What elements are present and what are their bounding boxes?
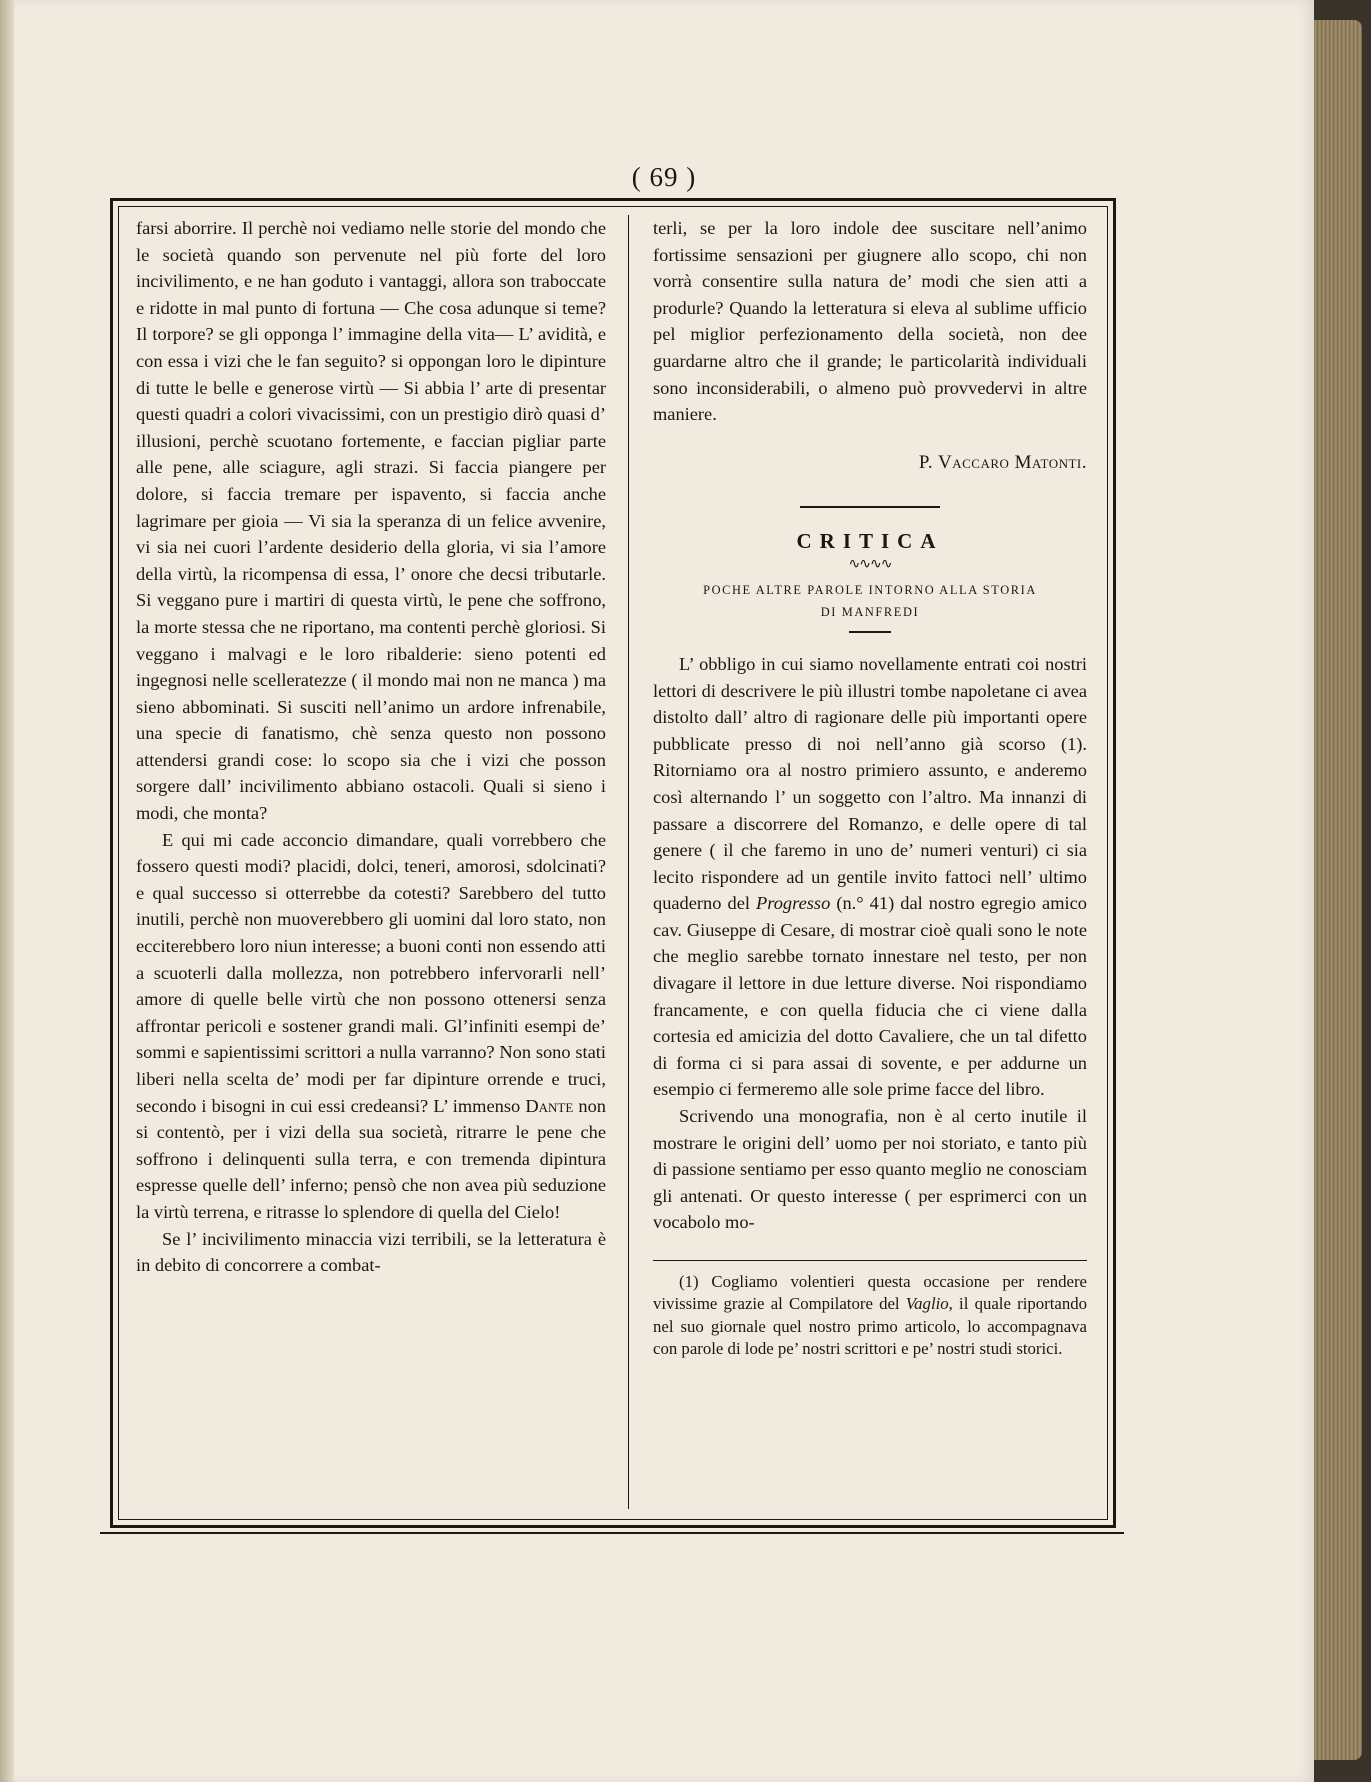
left-column xyxy=(136,215,606,1279)
page-number: ( 69 ) xyxy=(631,162,697,192)
dante-name: Dante xyxy=(525,1095,574,1116)
article-subtitle-line-1: POCHE ALTRE PAROLE INTORNO ALLA STORIA xyxy=(703,582,1037,597)
page xyxy=(14,0,1314,1782)
right-paragraph-1-text-a: L’ obbligo in cui siamo novellamente entrati coi nostri lettori di descrivere le più illustri tombe napoletane ci avea distolto dall’ altro di ragionare delle più importanti opere pubblicate presso di noi nell’anno già scorso (1). Ritorniamo ora al nostro primiero assunto, e anderemo così alternando l’ un soggetto con l’altro. Ma innanzi di passare a discorrere del Romanzo, e delle opere di tal genere ( il che faremo in uno de’ numeri venturi) ci sia lecito rispondere ad un gentile invito fattoci nell’ ultimo quaderno del xyxy=(653,653,1087,914)
author-signature: P. Vaccaro Matonti. xyxy=(918,451,1087,473)
left-paragraph-3: Se l’ incivilimento minaccia vizi terribili, se la letteratura è in debito di concorrere a combat- xyxy=(136,1228,606,1276)
journal-name-vaglio: Vaglio xyxy=(905,1294,949,1314)
footnote-rule xyxy=(653,1260,1087,1261)
wave-ornament-icon: ∿∿∿∿ xyxy=(848,556,892,572)
right-column xyxy=(653,215,1087,1361)
footnote-text-b: , il quale riportando nel suo giornale quel nostro primo articolo, lo accompagnava con parole di lode pe’ nostri scrittori e pe’ nostri studi storici. xyxy=(653,1294,1088,1359)
right-paragraph-1 xyxy=(653,651,1087,1103)
previous-page-edge xyxy=(0,0,14,1782)
journal-name-progresso: Progresso xyxy=(756,893,831,914)
right-intro-paragraph: terli, se per la loro indole dee suscitare nell’animo fortissime sensazioni per giugnere allo scopo, chi non vorrà consentire sulla natura de’ modi che sien atti a produrle? Quando la letteratura si eleva al sublime ufficio pel miglior perfezionamento della società, non dee guardarne altro che il grande; le particolarità individuali sono inconsiderabili, o almeno può provvedervi in altre maniere. xyxy=(653,218,1087,425)
left-paragraph-2 xyxy=(136,827,606,1226)
section-separator-rule xyxy=(800,506,940,508)
right-paragraph-2: Scrivendo una monografia, non è al certo inutile il mostrare le origini dell’ uomo per noi storiato, e tanto più di passione sentiamo per esso quanto meglio ne conosciam gli antenati. Or questo interesse ( per esprimerci con un vocabolo mo- xyxy=(653,1106,1087,1233)
right-paragraph-1-text-b: (n.° 41) dal nostro egregio amico cav. Giuseppe di Cesare, di mostrar cioè quali sono le note che meglio sarebbe tornato innestare nel testo, per non divagare il lettore in due letture diverse. Noi rispondiamo francamente, e con quella fiducia che ci viene dalla cortesia ed amicizia del dotto Cavaliere, che un tal difetto di forma ci si para assai di sovente, e per addurne un esempio ci fermeremo alle sole prime facce del libro. xyxy=(653,893,1087,1100)
bottom-rule xyxy=(100,1532,1124,1534)
text-frame xyxy=(110,198,1116,1528)
subtitle-rule xyxy=(849,631,891,633)
left-paragraph-2-continuation: non si contentò, per i vizi della sua società, ritrarre le pene che soffrono i delinquenti sulla terra, e con tremenda dipintura espresse quelle dell’ inferno; pensò che non avea più seduzione la virtù terrena, e ritrasse lo splendore di quella del Cielo! xyxy=(136,1095,606,1222)
article-subtitle-line-2: DI MANFREDI xyxy=(820,604,920,619)
footnote-text-a: (1) Cogliamo volentieri questa occasione per rendere vivissime grazie al Compilatore del xyxy=(653,1272,1087,1314)
page-block-edges xyxy=(1314,20,1362,1760)
left-paragraph-2-text: E qui mi cade acconcio dimandare, quali vorrebbero che fossero questi modi? placidi, dolci, teneri, amorosi, sdolcinati? e qual successo si otterrebbe da cotesti? Sarebbero del tutto inutili, perchè non muoverebbero gli uomini dal loro stato, non ecciterebbero loro niun interesse; a buoni conti non essendo atti a scuoterli dalla mollezza, non potrebbero infervorarli nell’ amore di quelle belle virtù che non possono ottenersi senza affrontar pericoli e sostener grandi mali. Gl’infiniti esempi de’ sommi e sapientissimi scrittori a nulla varranno? Non sono stati liberi nella scelta de’ modi per far dipinture orrende e truci, secondo i bisogni in cui essi credeansi? L’ immenso xyxy=(136,829,606,1116)
article-subtitle xyxy=(653,579,1087,623)
column-divider xyxy=(628,215,629,1509)
left-paragraph-1: farsi aborrire. Il perchè noi vediamo nelle storie del mondo che le società quando son pervenute nel più forte del loro incivilimento, e ne han goduto i vantaggi, allora son traboccate e ridotte in mal punto di fortuna — Che cosa adunque si teme? Il torpore? se gli opponga l’ immagine della vita— L’ avidità, e con essa i vizi che le fan seguito? si oppongan loro le dipinture di tutte le belle e generose virtù — Si abbia l’ arte di presentar questi quadri a colori vivacissimi, con un prestigio dirò quasi d’ illusioni, perchè scuotano fortemente, e faccian pigliar parte alle pene, alle sciagure, agli strazi. Si faccia piangere per dolore, si faccia tremare per ispavento, si faccia anche lagrimare per gioia — Vi sia la speranza di un felice avvenire, vi sia nei cuori l’ardente desiderio della gloria, vi sia l’amore della virtù, la ricompensa di essa, l’ onore che decsi tributarle. Si veggano pure i martiri di questa virtù, le pene che soffrono, la morte stessa che ne riportano, ma contenti perchè gloriosi. Si veggano i malvagi e le loro ribalderie: sieno potenti ed ingegnosi nelle scelleratezze ( il mondo mai non ne manca ) ma sieno abbominati. Si susciti nell’animo un ardore infrenabile, una specie di fanatismo, chè senza questo non possono attendersi grandi cose: lo scopo sia che i vizi che posson sorgere dall’ incivilimento abbiano ostacoli. Quali si sieno i modi, che monta? xyxy=(136,218,606,824)
section-title: CRITICA xyxy=(796,529,944,554)
footnote xyxy=(653,1271,1087,1361)
